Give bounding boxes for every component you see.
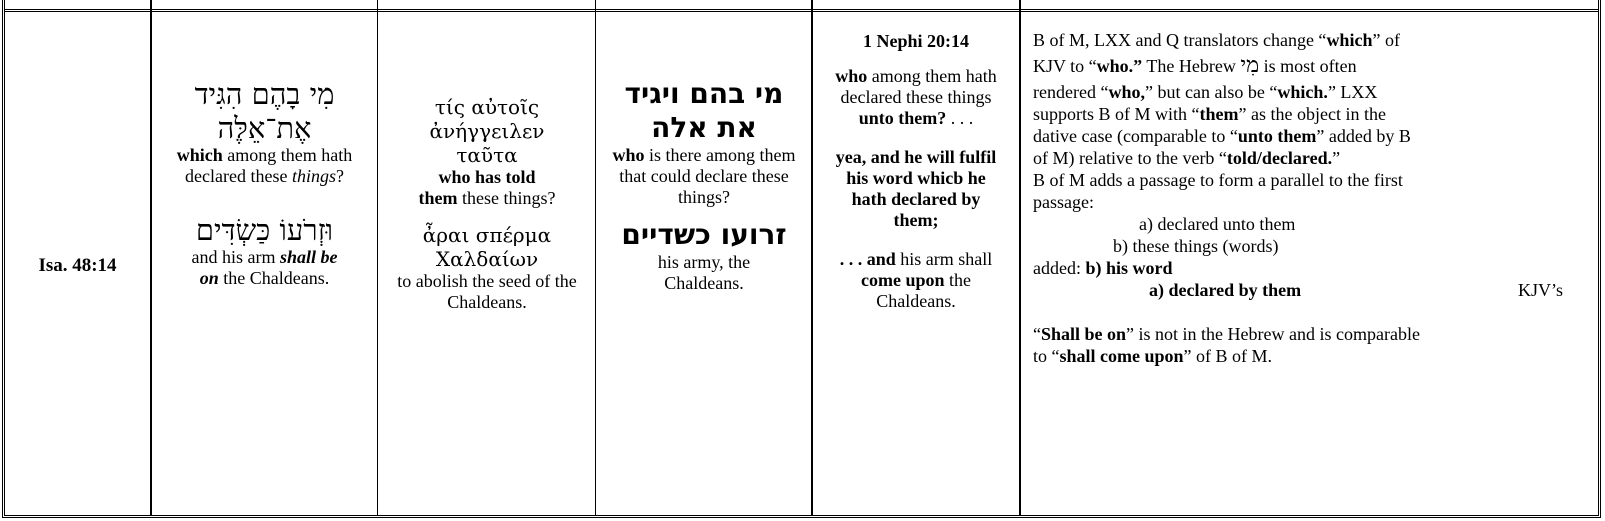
- comment-line: dative case (comparable to “unto them” added by B: [1033, 126, 1411, 146]
- text-span: the Chaldeans.: [218, 268, 330, 288]
- comment-line: to “shall come upon” of B of M.: [1033, 346, 1273, 366]
- table-frame: [2, 0, 1601, 518]
- reference-cell: [5, 15, 150, 515]
- kjv-translation: [192, 247, 338, 289]
- text-span: ?: [335, 166, 344, 186]
- hebrew-text: מי בהם ויגיד: [624, 77, 784, 110]
- kjv-translation: [152, 145, 377, 187]
- text-span: . . .: [946, 108, 974, 128]
- hebrew-text: זרועו כשדיים: [621, 218, 787, 251]
- comment-line: b) these things (words): [1113, 236, 1279, 256]
- bofm-text: [813, 66, 1019, 129]
- bofm-cell: [813, 15, 1019, 515]
- kjv-cell: [152, 15, 377, 515]
- hebrew-text: אֶת־אֵלֶּה: [217, 111, 312, 145]
- comment-line: B of M, LXX and Q translators change “which” of: [1033, 30, 1400, 50]
- comment-line: B of M adds a passage to form a parallel to the first: [1033, 170, 1403, 190]
- bold-word: who: [835, 66, 868, 86]
- comment-line: KJV to “who.” The Hebrew מִי is most often: [1033, 53, 1357, 78]
- bold-word: which: [176, 145, 223, 165]
- qumran-translation: his army, the Chaldeans.: [657, 252, 751, 293]
- italic-bold-word: on: [199, 268, 219, 288]
- previous-row-edge: [5, 0, 1598, 12]
- greek-text: ταῦτα: [456, 143, 518, 167]
- qumran-cell: [597, 15, 811, 515]
- lxx-translation: to abolish the seed of the Chaldeans.: [397, 271, 577, 312]
- italic-bold-word: shall be: [279, 247, 338, 267]
- bold-phrase: yea, and he will fulfil his word whicb he hath declared by them;: [835, 147, 997, 230]
- italic-word: things: [291, 166, 336, 186]
- comment-line: of M) relative to the verb “told/declared.”: [1033, 148, 1341, 168]
- bofm-text: [813, 249, 1019, 312]
- bold-word: who: [612, 145, 645, 165]
- comment-line: a) declared unto them: [1139, 214, 1296, 234]
- text-span: is there among them that could declare these things?: [619, 145, 796, 207]
- comment-line: supports B of M with “them” as the object in the: [1033, 104, 1386, 124]
- bold-phrase: who has told: [438, 167, 536, 187]
- text-span: among them hath declared these: [185, 145, 353, 186]
- text-span: and his arm: [191, 247, 280, 267]
- text-span: the Chaldeans.: [876, 270, 971, 311]
- hebrew-text: את אלה: [651, 111, 757, 144]
- lxx-translation: [419, 167, 556, 209]
- comment-line: a) declared by them KJV’s: [1149, 280, 1563, 300]
- bold-phrase: unto them?: [858, 108, 947, 128]
- comment-line: added: b) his word: [1033, 258, 1173, 278]
- column-divider: [595, 0, 596, 515]
- hebrew-text: מִי בָהֶם הִגִּיד: [194, 77, 335, 111]
- column-divider: [377, 0, 378, 515]
- greek-text: ἆραι σπέρμα: [422, 223, 552, 247]
- lxx-cell: [379, 15, 595, 515]
- verse-reference: Isa. 48:14: [38, 254, 117, 276]
- commentary-cell: [1021, 15, 1599, 515]
- qumran-translation: [597, 145, 811, 208]
- bofm-reference: 1 Nephi 20:14: [862, 31, 969, 51]
- bold-phrase: come upon: [860, 270, 945, 290]
- greek-text: ἀνήγγειλεν: [429, 119, 545, 143]
- hebrew-text: וּזְרֹעוֹ כַּשְׂדִּים: [195, 213, 334, 247]
- bofm-text: [813, 147, 1019, 231]
- comment-line: rendered “who,” but can also be “which.” LXX: [1033, 82, 1378, 102]
- text-span: his arm shall: [895, 249, 993, 269]
- comment-line: passage:: [1033, 192, 1094, 212]
- greek-text: τίς αὐτοῖς: [434, 95, 540, 119]
- bold-word: them: [418, 188, 458, 208]
- greek-text: Χαλδαίων: [435, 247, 539, 271]
- text-span: these things?: [457, 188, 556, 208]
- bold-phrase: . . . and: [839, 249, 896, 269]
- text-span: among them hath declared these things: [840, 66, 997, 107]
- comment-line: “Shall be on” is not in the Hebrew and is comparable: [1033, 324, 1420, 344]
